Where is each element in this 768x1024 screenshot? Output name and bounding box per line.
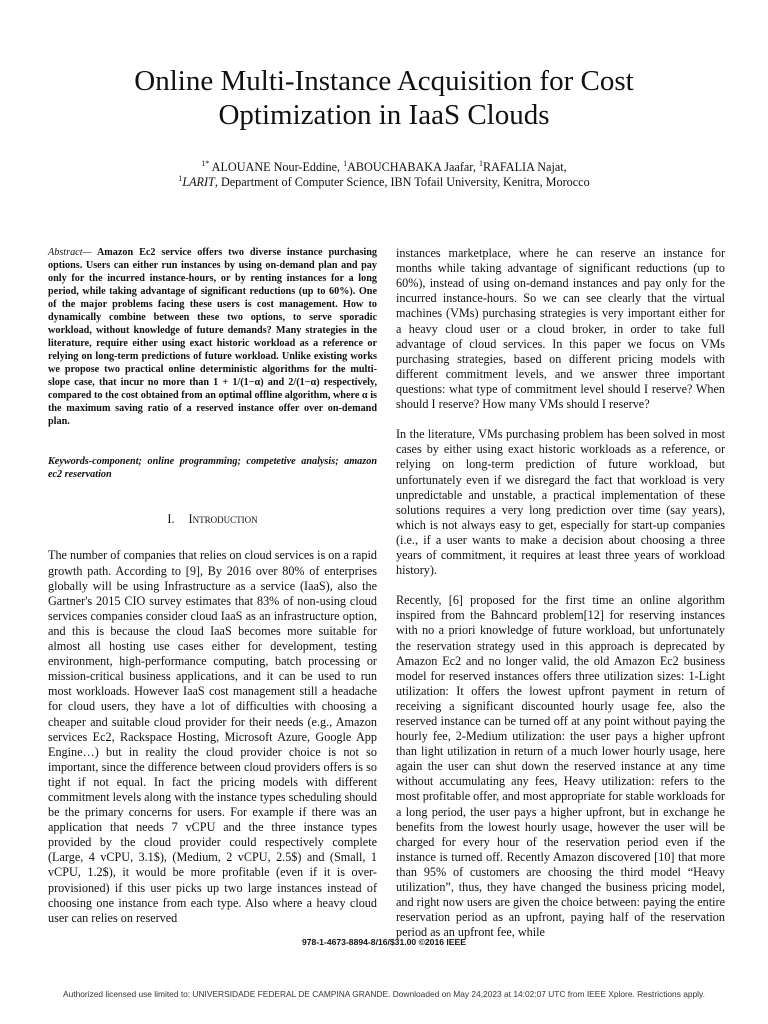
title-line-1: Online Multi-Instance Acquisition for Cost	[134, 65, 634, 97]
keywords: Keywords-component; online programming; competetive analysis; amazon ec2 reservation	[48, 456, 377, 481]
body-paragraph-2: In the literature, VMs purchasing problem has been solved in most cases by either using exact historic workloads as a reference, or relying on long-term prediction of future workload, but unfortunately even if we disregard the fact that workload is very unpredictable and unstable, a practical implementation of these solutions requires a very long prediction over time (say years), which is not always easy to get, especially for start-up companies (i.e., if a user wants to make a decision about choosing a three years of commitment, it requires at least three years of workload history).	[396, 427, 725, 578]
right-column	[396, 231, 725, 956]
body-paragraph-1: instances marketplace, where he can reserve an instance for months while taking advantage of significant reductions (up to 60%), instead of using on-demand instances and pay only for the incurred instance-hours. So we can see clearly that the virtual machines (VMs) purchasing strategies is very important either for a heavy cloud user or a cloud broker, in order to take full advantage of cloud services. In this paper we focus on VMs purchasing strategies, based on different pricing models with different commitment levels, and we answer three important questions: what type of commitment level should I reserve? When should I reserve? How many VMs should I reserve?	[396, 246, 725, 412]
affiliation	[40, 175, 728, 190]
intro-paragraph: The number of companies that relies on cloud services is on a rapid growth path. According to [9], By 2016 over 80% of enterprises globally will be using Infrastructure as a service (IaaS), also the Gartner's 2015 CIO survey estimates that 83% of non-using cloud services companies consider cloud IaaS as an infrastructure option, and this is because the cloud IaaS becomes more suitable for almost all hosting use cases either for development, testing environment, high-performance computing, batch processing or mission-critical business applications, and it can be used to run most workloads. However IaaS cost management still a headache for cloud users, they have a lot of difficulties with choosing a cheaper and suitable cloud provider for their needs (e.g., Amazon services Ec2, Rackspace Hosting, Microsoft Azure, Google App Engine…) but in reality the cloud provider choice is not so important, since the difference between cloud providers offers is so tight if not equal. In fact the pricing models with different commitment levels along with the instance types scheduling should be the primary concerns for users. For example if there was an application that needs 7 vCPU and the three instance types provided by the cloud provider could respectively complete (Large, 4 vCPU, 3.1$), (Medium, 2 vCPU, 2.5$) and (Small, 1 vCPU, 1.2$), it would be more profitable (even if it is over-provisioned) if this user picks up two large instances instead of choosing one instance from each type. Also where a heavy cloud user can relies on reserved	[48, 548, 378, 925]
section-number: I.	[167, 512, 175, 527]
copyright-line: 978-1-4673-8894-8/16/$31.00 ©2016 IEEE	[301, 937, 466, 947]
affiliation-lab: LARIT	[182, 175, 215, 189]
abstract-body: Amazon Ec2 service offers two diverse instance purchasing options. Users can either run instances by using on-demand plan and pay only for the incurred instance-hours, or by renting instances for a long period, while taking advantage of significant reductions (up to 60%). One of the major problems facing these users is cost management. How to dynamically combine between these two options, to serve sporadic workload, without knowledge of future demands? Many strategies in the literature, require either using exact historic workload as a reference or relying on long-term predictions of future workload. Unlike existing works we propose two practical online deterministic algorithms for the multi-slope case, that incur no more than 1 + 1/(1−α) and 2/(1−α) respectively, compared to the cost obtained from an optimal offline algorithm, where α is the maximum saving ratio of a reserved instance offer over on-demand plan.	[48, 247, 377, 428]
author-3: RAFALIA Najat,	[482, 160, 567, 174]
body-paragraph-3: Recently, [6] proposed for the first time an online algorithm inspired from the Bahncard problem[12] for reserving instances with no a priori knowledge of future workload, but unfortunately the reservation strategy used in this approach is deprecated by Amazon Ec2 and no longer valid, the old Amazon Ec2 business model for reserved instances offers three utilization sizes: 1-Light utilization: It offers the lowest upfront payment in return of receiving a significant discounted hourly usage fee, also the reserved instance can be turned off at any point without paying the hourly fee, 2-Medium utilization: the user pays a higher upfront than light utilization in return of a much lower hourly usage, here again the user can shut down the reserved instance at any time without accumulating any fees, Heavy utilization: refers to the most profitable offer, and most appropriate for stable workloads for a long period, the user pays a higher upfront, but in exchange he benefits from the lowest hourly usage, however the user will be charged for every hour of the reservation period even if the instance is turned off. Recently Amazon discovered [10] that more than 95% of customers are choosing the third model “Heavy utilization”, thus, they have changed the business pricing model, and right now users are given the choice between: paying the entire reservation period as an upfront, paying half of the reservation period as an upfront fee, while	[396, 593, 725, 940]
section-title: Introduction	[188, 512, 258, 527]
author-names	[40, 160, 728, 175]
author-2: ABOUCHABAKA Jaafar,	[347, 160, 479, 174]
title-line-2: Optimization in IaaS Clouds	[218, 99, 550, 131]
affiliation-marker: 1	[178, 173, 183, 183]
abstract	[48, 246, 377, 428]
author-1: ALOUANE Nour-Eddine,	[209, 160, 344, 174]
affiliation-text: , Department of Computer Science, IBN Tofail University, Kenitra, Morocco	[214, 175, 590, 189]
left-column	[48, 231, 377, 941]
license-notice: Authorized licensed use limited to: UNIVERSIDADE FEDERAL DE CAMPINA GRANDE. Downloaded on May 24,2023 at 14:02:07 UTC from IEEE Xplore. Restrictions apply.	[63, 989, 705, 999]
paper-title	[40, 64, 728, 132]
author-3-marker: 1	[478, 158, 483, 168]
section-heading-introduction	[48, 512, 377, 527]
abstract-lead: Abstract—	[48, 247, 92, 259]
author-2-marker: 1	[343, 158, 348, 168]
author-1-marker: 1*	[201, 158, 210, 168]
author-block	[40, 160, 728, 190]
